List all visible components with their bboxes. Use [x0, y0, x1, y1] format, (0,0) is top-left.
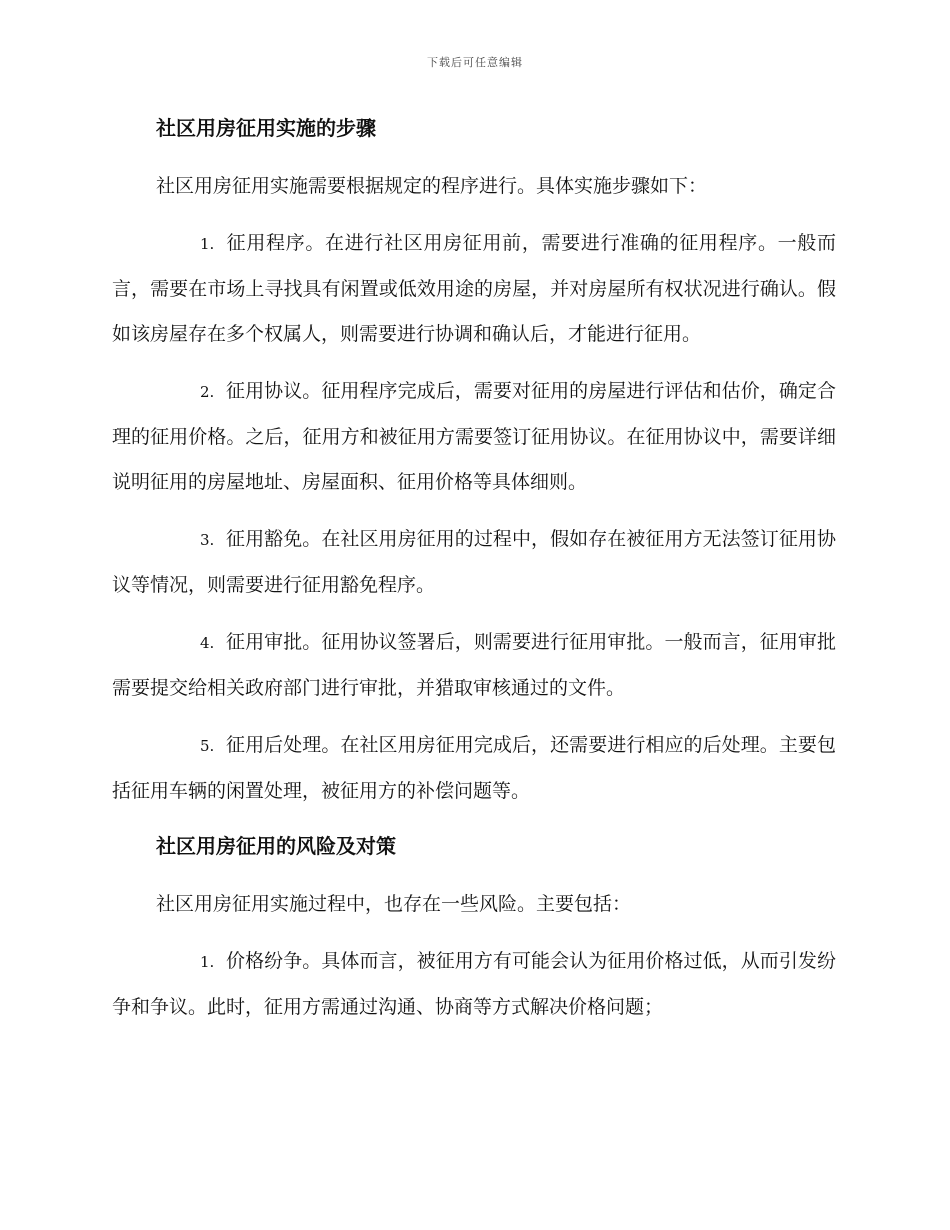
list-item [112, 221, 836, 357]
document-body [112, 108, 836, 1042]
list-item-text: 价格纷争。具体而言，被征用方有可能会认为征用价格过低，从而引发纷争和争议。此时，征用方需通过沟通、协商等方式解决价格问题； [112, 950, 836, 1018]
list-item-text: 征用审批。征用协议签署后，则需要进行征用审批。一般而言，征用审批需要提交给相关政府部门进行审批，并猎取审核通过的文件。 [112, 631, 836, 699]
section-intro-risks: 社区用房征用实施过程中，也存在一些风险。主要包括： [156, 893, 632, 915]
list-item-number: 2. [200, 383, 215, 401]
page-header: 下载后可任意编辑 [427, 56, 523, 69]
list-item-number: 1. [200, 235, 215, 253]
list-item-text: 征用豁免。在社区用房征用的过程中，假如存在被征用方无法签订征用协议等情况，则需要进行征用豁免程序。 [112, 528, 836, 596]
list-item [112, 369, 836, 505]
list-item-text: 征用后处理。在社区用房征用完成后，还需要进行相应的后处理。主要包括征用车辆的闲置处理，被征用方的补偿问题等。 [112, 734, 836, 802]
list-item-number: 4. [200, 634, 215, 652]
list-item-text: 征用协议。征用程序完成后，需要对征用的房屋进行评估和估价，确定合理的征用价格。之后，征用方和被征用方需要签订征用协议。在征用协议中，需要详细说明征用的房屋地址、房屋面积、征用价格等具体细则。 [112, 380, 836, 493]
list-item [112, 723, 836, 814]
list-item-number: 5. [200, 737, 215, 755]
list-item [112, 620, 836, 711]
list-item-number: 3. [200, 531, 215, 549]
list-item-text: 征用程序。在进行社区用房征用前，需要进行准确的征用程序。一般而言，需要在市场上寻找具有闲置或低效用途的房屋，并对房屋所有权状况进行确认。假如该房屋存在多个权属人，则需要进行协调和确认后，才能进行征用。 [112, 232, 836, 345]
section-intro-steps: 社区用房征用实施需要根据规定的程序进行。具体实施步骤如下： [156, 175, 708, 197]
list-item [112, 939, 836, 1030]
list-item [112, 517, 836, 608]
section-heading-steps: 社区用房征用实施的步骤 [156, 116, 376, 140]
section-heading-risks: 社区用房征用的风险及对策 [156, 834, 396, 858]
list-item-number: 1. [200, 953, 215, 971]
